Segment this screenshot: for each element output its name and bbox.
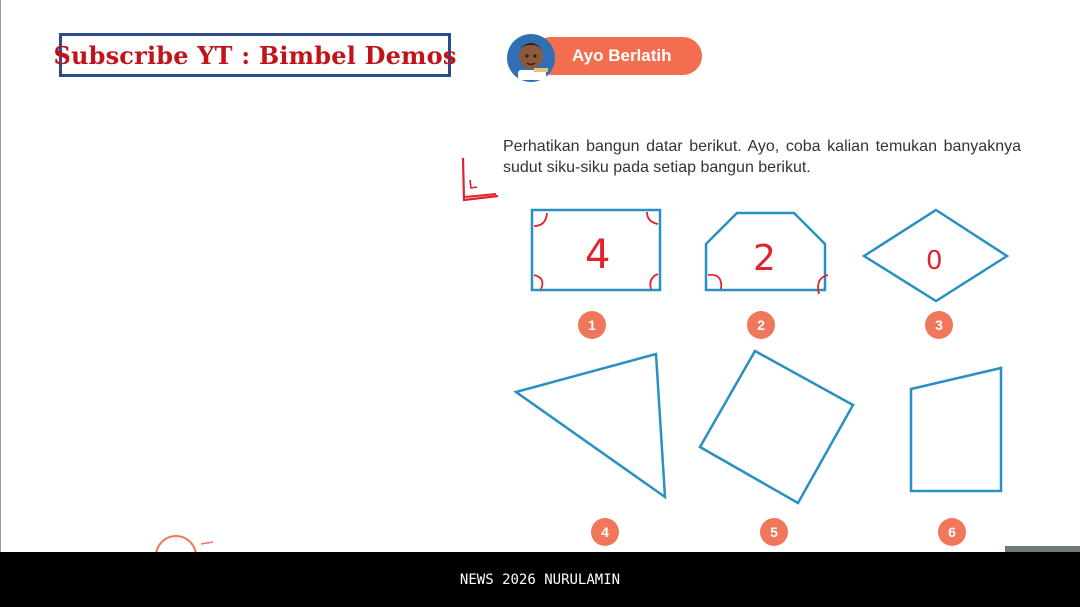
caption-text: NEWS 2026 NURULAMIN [459, 571, 621, 588]
figure-5-number-badge: 5 [760, 518, 788, 546]
figure-3-number-badge: 3 [925, 311, 953, 339]
figure-3-annotation: 0 [926, 246, 943, 276]
figure-1-annotation: 4 [585, 232, 611, 278]
figure-2-number-badge: 2 [747, 311, 775, 339]
instruction-text: Perhatikan bangun datar berikut. Ayo, coba kalian temukan banyaknya sudut siku-siku pada setiap bangun berikut. [503, 138, 1021, 176]
badge-label: Ayo Berlatih [572, 46, 672, 65]
figure-2-annotation: 2 [753, 238, 776, 279]
shapes-canvas [1, 0, 1080, 552]
figure-6-trapezoid [911, 368, 1001, 491]
figure-6-number-badge: 6 [938, 518, 966, 546]
figure-4-number-badge: 4 [591, 518, 619, 546]
video-caption-bar [0, 552, 1080, 607]
figure-4-triangle [516, 354, 665, 497]
subscribe-text: Subscribe YT : Bimbel Demos [53, 40, 457, 70]
figure-5-square [700, 351, 853, 503]
page-number-circle-icon [61, 530, 221, 552]
figure-1-number-badge: 1 [578, 311, 606, 339]
